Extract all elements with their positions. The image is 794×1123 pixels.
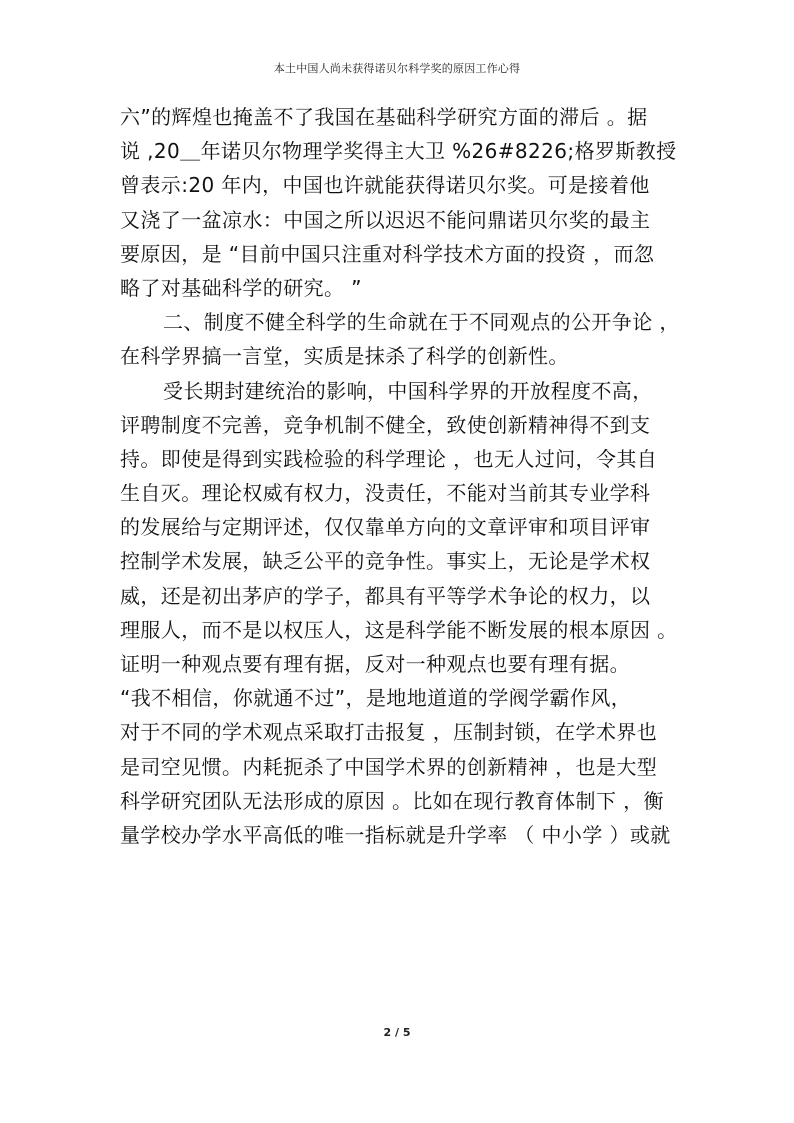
page-header-title: 本土中国人尚未获得诺贝尔科学奖的原因工作心得: [273, 62, 521, 75]
body-line: 理服人，而不是以权压人，这是科学能不断发展的根本原因 。: [120, 617, 678, 642]
body-line: 略了对基础科学的研究。 ”: [120, 275, 362, 300]
paragraph-start-line: 受长期封建统治的影响，中国科学界的开放程度不高，: [163, 378, 653, 403]
body-line: 对于不同的学术观点采取打击报复 ，压制封锁，在学术界也: [120, 720, 658, 745]
body-line: 又浇了一盆凉水：中国之所以迟迟不能问鼎诺贝尔奖的最主: [120, 207, 651, 232]
body-line: 持。即使是得到实践检验的科学理论 ，也无人过问，令其自: [120, 446, 658, 471]
body-line: 曾表示:20 年内，中国也许就能获得诺贝尔奖。可是接着他: [120, 173, 650, 198]
body-line: “我不相信，你就通不过”，是地地道道的学阀学霸作风，: [120, 686, 632, 711]
body-line: 控制学术发展，缺乏公平的竞争性。事实上，无论是学术权: [120, 549, 651, 574]
document-body: [120, 100, 680, 852]
body-line: 要原因，是 “目前中国只注重对科学技术方面的投资 ，而忽: [120, 241, 655, 266]
body-line: 是司空见惯。内耗扼杀了中国学术界的创新精神 ，也是大型: [120, 754, 658, 779]
body-line: 威，还是初出茅庐的学子，都具有平等学术争论的权力，以: [120, 583, 651, 608]
section-heading-line: 二、制度不健全科学的生命就在于不同观点的公开争论 ，: [163, 310, 680, 335]
body-line: 量学校办学水平高低的唯一指标就是升学率 （ 中小学 ）或就: [120, 822, 671, 847]
page-number: 2 / 5: [383, 1026, 411, 1039]
body-line: 评聘制度不完善，竞争机制不健全，致使创新精神得不到支: [120, 412, 651, 437]
body-line: 六”的辉煌也掩盖不了我国在基础科学研究方面的滞后 。据: [120, 105, 648, 129]
body-line: 证明一种观点要有理有据，反对一种观点也要有理有据。: [120, 652, 630, 676]
body-line: 的发展给与定期评述，仅仅靠单方向的文章评审和项目评审: [120, 515, 651, 540]
body-line: 生自灭。理论权威有权力，没责任，不能对当前其专业学科: [120, 481, 651, 506]
body-line: 科学研究团队无法形成的原因 。比如在现行教育体制下 ，衡: [120, 788, 664, 813]
body-line: 说 ,20＿年诺贝尔物理学奖得主大卫 %26#8226;格罗斯教授: [120, 139, 677, 164]
body-line: 在科学界搞一言堂，实质是抹杀了科学的创新性。: [120, 344, 569, 369]
